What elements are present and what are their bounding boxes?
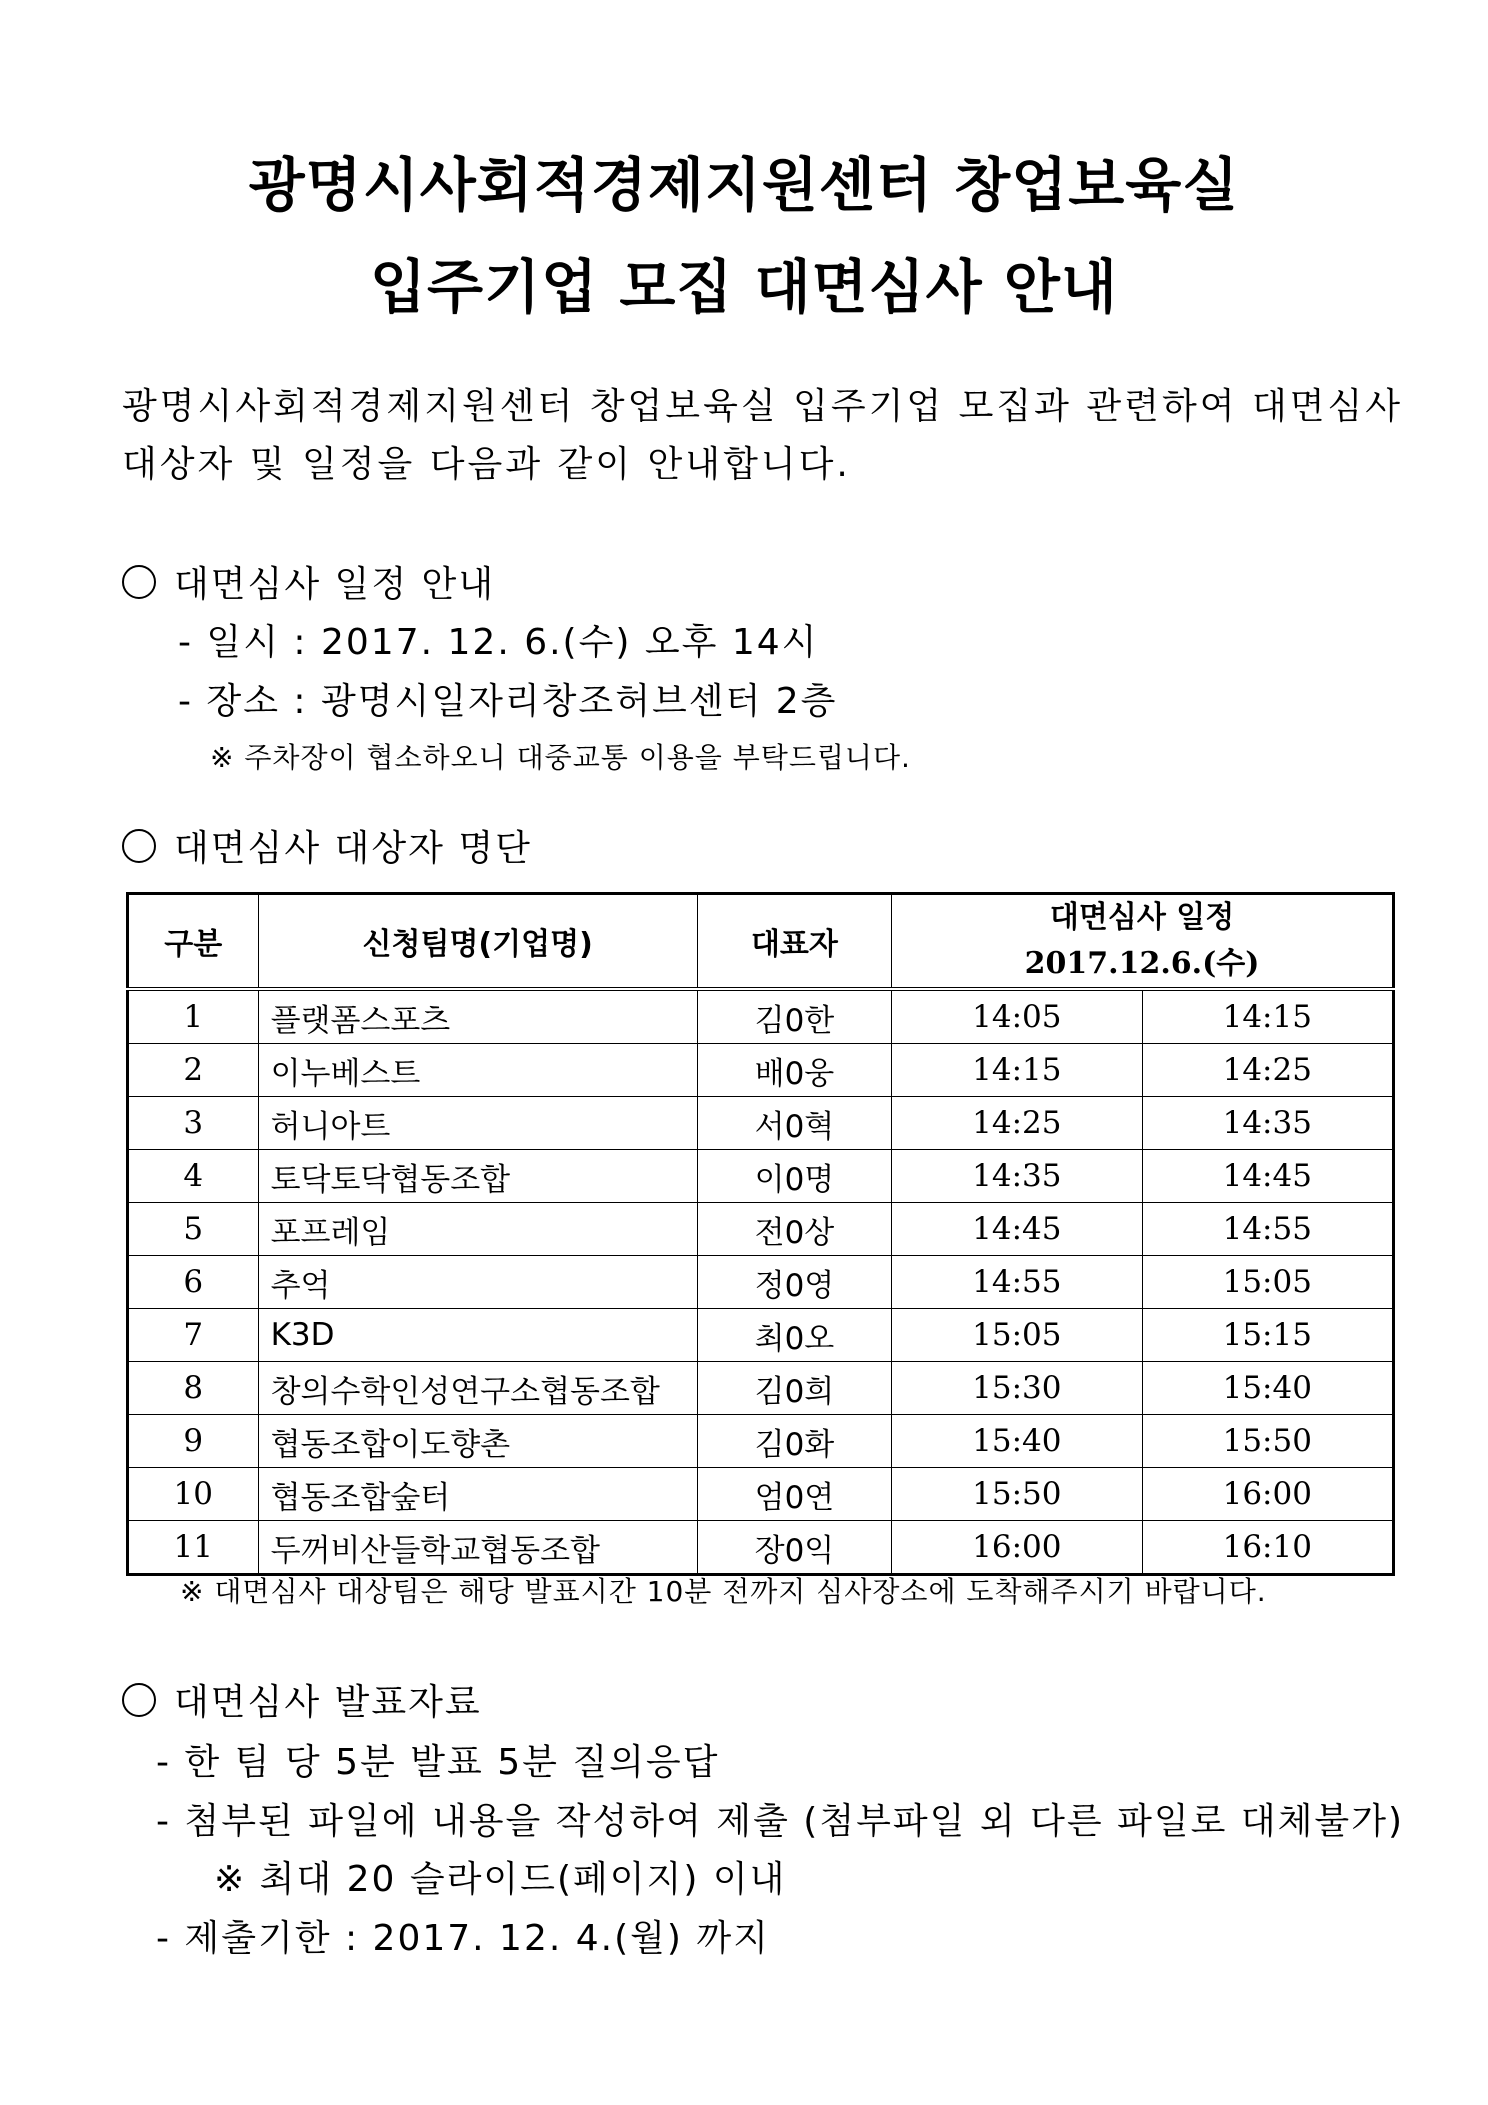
row-name: 협동조합이도향촌: [258, 1415, 697, 1468]
row-start: 14:55: [892, 1256, 1142, 1309]
row-start: 15:40: [892, 1415, 1142, 1468]
section1-date: - 일시 : 2017. 12. 6.(수) 오후 14시: [178, 622, 819, 663]
table-row: [128, 1097, 1394, 1150]
table-row: [128, 1203, 1394, 1256]
header-schedule-label: 대면심사 일정: [1049, 900, 1235, 935]
row-no: 11: [128, 1521, 259, 1575]
row-no: 7: [128, 1309, 259, 1362]
document-title-line2: 입주기업 모집 대면심사 안내: [370, 253, 1118, 321]
row-rep: 엄0연: [697, 1468, 891, 1521]
table-row: [128, 989, 1394, 1044]
row-start: 15:50: [892, 1468, 1142, 1521]
table-row: [128, 1415, 1394, 1468]
row-name: K3D: [258, 1309, 697, 1362]
row-rep: 김0희: [697, 1362, 891, 1415]
row-rep: 최0오: [697, 1309, 891, 1362]
row-name: 이누베스트: [258, 1044, 697, 1097]
header-no: 구분: [128, 894, 259, 990]
table-row: [128, 1309, 1394, 1362]
section3-line3: ※ 최대 20 슬라이드(페이지) 이내: [214, 1859, 787, 1900]
row-start: 14:35: [892, 1150, 1142, 1203]
row-rep: 정0영: [697, 1256, 891, 1309]
row-end: 16:00: [1142, 1468, 1393, 1521]
header-schedule: [892, 894, 1394, 990]
row-rep: 김0화: [697, 1415, 891, 1468]
row-name: 토닥토닥협동조합: [258, 1150, 697, 1203]
section3-heading: [122, 1674, 482, 1725]
table-row: [128, 1468, 1394, 1521]
row-no: 5: [128, 1203, 259, 1256]
row-rep: 김0한: [697, 989, 891, 1044]
row-name: 포프레임: [258, 1203, 697, 1256]
row-no: 10: [128, 1468, 259, 1521]
section1-heading: [122, 556, 495, 607]
row-end: 14:35: [1142, 1097, 1393, 1150]
row-start: 15:05: [892, 1309, 1142, 1362]
row-start: 14:05: [892, 989, 1142, 1044]
row-end: 16:10: [1142, 1521, 1393, 1575]
intro-line2: 대상자 및 일정을 다음과 같이 안내합니다.: [122, 444, 851, 485]
table-row: [128, 1150, 1394, 1203]
table-row: [128, 1044, 1394, 1097]
section3-line1: - 한 팀 당 5분 발표 5분 질의응답: [156, 1742, 720, 1783]
row-rep: 장0익: [697, 1521, 891, 1575]
section1-place: - 장소 : 광명시일자리창조허브센터 2층: [178, 681, 838, 722]
row-start: 14:15: [892, 1044, 1142, 1097]
row-no: 4: [128, 1150, 259, 1203]
row-start: 14:45: [892, 1203, 1142, 1256]
circle-bullet-icon: [122, 829, 156, 863]
table-row: [128, 1362, 1394, 1415]
section3-line4: - 제출기한 : 2017. 12. 4.(월) 까지: [156, 1918, 770, 1959]
header-name: 신청팀명(기업명): [258, 894, 697, 990]
row-end: 15:40: [1142, 1362, 1393, 1415]
table-row: [128, 1521, 1394, 1575]
header-rep: 대표자: [697, 894, 891, 990]
document-title-line1: 광명시사회적경제지원센터 창업보육실: [248, 151, 1240, 219]
row-start: 15:30: [892, 1362, 1142, 1415]
row-end: 14:15: [1142, 989, 1393, 1044]
row-rep: 이0명: [697, 1150, 891, 1203]
row-name: 협동조합숲터: [258, 1468, 697, 1521]
section1-note: ※ 주차장이 협소하오니 대중교통 이용을 부탁드립니다.: [210, 741, 911, 774]
row-end: 15:05: [1142, 1256, 1393, 1309]
row-start: 14:25: [892, 1097, 1142, 1150]
row-no: 9: [128, 1415, 259, 1468]
section3-heading-text: 대면심사 발표자료: [174, 1682, 482, 1723]
row-no: 3: [128, 1097, 259, 1150]
schedule-table: [126, 892, 1395, 1576]
row-no: 6: [128, 1256, 259, 1309]
section3-line2: - 첨부된 파일에 내용을 작성하여 제출 (첨부파일 외 다른 파일로 대체불가): [156, 1801, 1405, 1842]
intro-line1: 광명시사회적경제지원센터 창업보육실 입주기업 모집과 관련하여 대면심사: [122, 386, 1404, 427]
row-rep: 서0혁: [697, 1097, 891, 1150]
row-end: 14:55: [1142, 1203, 1393, 1256]
circle-bullet-icon: [122, 1683, 156, 1717]
row-end: 15:50: [1142, 1415, 1393, 1468]
section2-note: ※ 대면심사 대상팀은 해당 발표시간 10분 전까지 심사장소에 도착해주시기 바랍니다.: [180, 1575, 1267, 1608]
row-name: 추억: [258, 1256, 697, 1309]
row-name: 창의수학인성연구소협동조합: [258, 1362, 697, 1415]
table-row: [128, 1256, 1394, 1309]
row-no: 1: [128, 989, 259, 1044]
row-end: 14:45: [1142, 1150, 1393, 1203]
row-end: 14:25: [1142, 1044, 1393, 1097]
circle-bullet-icon: [122, 565, 156, 599]
row-name: 플랫폼스포츠: [258, 989, 697, 1044]
section2-heading: [122, 820, 532, 871]
row-no: 8: [128, 1362, 259, 1415]
section1-heading-text: 대면심사 일정 안내: [174, 564, 496, 605]
table-header-row: [128, 894, 1394, 990]
row-start: 16:00: [892, 1521, 1142, 1575]
row-name: 두꺼비산들학교협동조합: [258, 1521, 697, 1575]
row-rep: 배0웅: [697, 1044, 891, 1097]
row-rep: 전0상: [697, 1203, 891, 1256]
section2-heading-text: 대면심사 대상자 명단: [174, 828, 532, 869]
row-no: 2: [128, 1044, 259, 1097]
row-end: 15:15: [1142, 1309, 1393, 1362]
header-schedule-date: 2017.12.6.(수): [1024, 946, 1260, 981]
row-name: 허니아트: [258, 1097, 697, 1150]
